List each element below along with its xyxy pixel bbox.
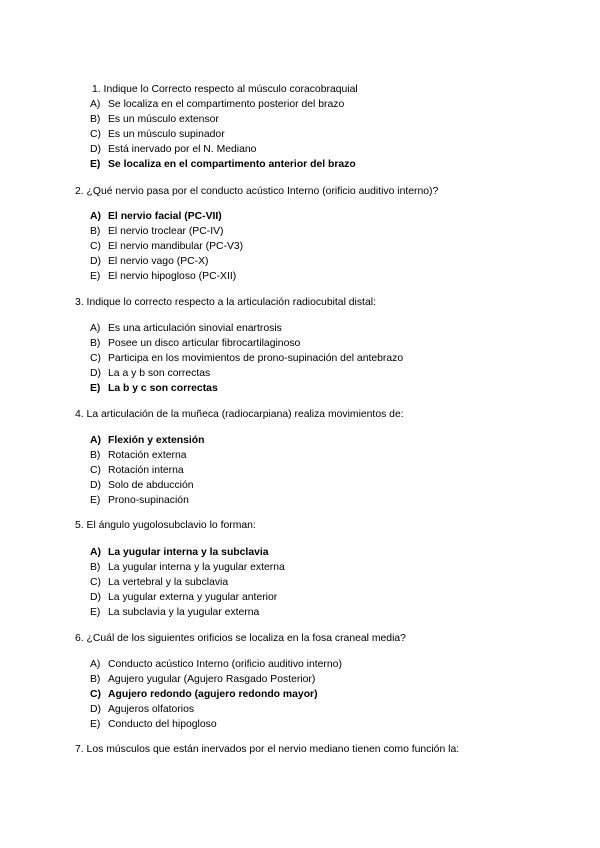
option-e xyxy=(90,718,217,732)
option-c xyxy=(90,464,184,478)
option-a xyxy=(90,546,269,560)
option-text: El nervio facial (PC-VII) xyxy=(108,211,222,222)
option-letter: B) xyxy=(90,114,101,125)
option-text: El nervio hipogloso (PC-XII) xyxy=(108,271,237,282)
question-title: 1. Indique lo Correcto respecto al músculo coracobraquial xyxy=(92,84,358,95)
option-letter: B) xyxy=(90,338,101,349)
option-b xyxy=(90,337,300,351)
option-text: El nervio mandibular (PC-V3) xyxy=(108,241,244,252)
option-e xyxy=(90,270,236,284)
question-title: 3. Indique lo correcto respecto a la articulación radiocubital distal: xyxy=(75,297,376,308)
option-letter: D) xyxy=(90,144,101,155)
option-text: Es una articulación sinovial enartrosis xyxy=(108,323,282,334)
option-letter: A) xyxy=(90,99,101,110)
option-letter: E) xyxy=(90,271,101,282)
option-letter: C) xyxy=(90,353,101,364)
option-letter: D) xyxy=(90,368,101,379)
option-text: Agujero redondo (agujero redondo mayor) xyxy=(108,689,318,700)
option-d xyxy=(90,143,256,157)
option-text: Prono-supinación xyxy=(108,495,189,506)
option-b xyxy=(90,225,223,239)
option-letter: C) xyxy=(90,577,101,588)
option-letter: E) xyxy=(90,383,101,394)
option-letter: D) xyxy=(90,480,101,491)
option-text: Es un músculo extensor xyxy=(108,114,219,125)
question-title: 7. Los músculos que están inervados por el nervio mediano tienen como función la: xyxy=(75,744,460,755)
option-letter: A) xyxy=(90,211,101,222)
option-b xyxy=(90,449,187,463)
question-title: 6. ¿Cuál de los siguientes orificios se localiza en la fosa craneal media? xyxy=(75,633,406,644)
option-d xyxy=(90,479,194,493)
option-a xyxy=(90,98,344,112)
option-text: Participa en los movimientos de prono-supinación del antebrazo xyxy=(108,353,404,364)
option-text: Se localiza en el compartimento posterior del brazo xyxy=(108,99,345,110)
option-letter: E) xyxy=(90,607,101,618)
option-d xyxy=(90,367,210,381)
option-b xyxy=(90,673,315,687)
option-text: El nervio vago (PC-X) xyxy=(108,256,209,267)
option-letter: E) xyxy=(90,719,101,730)
option-letter: C) xyxy=(90,689,101,700)
option-text: Conducto del hipogloso xyxy=(108,719,217,730)
option-c xyxy=(90,688,318,702)
option-a xyxy=(90,210,222,224)
option-text: Se localiza en el compartimento anterior del brazo xyxy=(108,159,356,170)
option-text: Flexión y extensión xyxy=(108,435,205,446)
option-c xyxy=(90,576,228,590)
option-d xyxy=(90,591,277,605)
option-letter: A) xyxy=(90,435,101,446)
option-letter: A) xyxy=(90,323,101,334)
option-letter: D) xyxy=(90,704,101,715)
option-e xyxy=(90,158,356,172)
option-letter: E) xyxy=(90,159,101,170)
option-text: Conducto acústico Interno (orificio auditivo interno) xyxy=(108,659,342,670)
option-c xyxy=(90,128,225,142)
option-text: La vertebral y la subclavia xyxy=(108,577,229,588)
option-text: Rotación interna xyxy=(108,465,184,476)
option-a xyxy=(90,434,204,448)
option-letter: A) xyxy=(90,547,101,558)
question-title: 2. ¿Qué nervio pasa por el conducto acústico Interno (orificio auditivo interno)? xyxy=(75,186,439,197)
option-text: El nervio troclear (PC-IV) xyxy=(108,226,224,237)
option-text: Agujero yugular (Agujero Rasgado Posterior) xyxy=(108,674,316,685)
question-title: 5. El ángulo yugolosubclavio lo forman: xyxy=(75,520,256,531)
option-letter: C) xyxy=(90,241,101,252)
option-letter: D) xyxy=(90,256,101,267)
option-d xyxy=(90,703,194,717)
option-b xyxy=(90,113,219,127)
option-text: Agujeros olfatorios xyxy=(108,704,195,715)
option-text: La yugular interna y la subclavia xyxy=(108,547,269,558)
option-text: La yugular externa y yugular anterior xyxy=(108,592,278,603)
option-letter: B) xyxy=(90,562,101,573)
option-b xyxy=(90,561,285,575)
option-letter: D) xyxy=(90,592,101,603)
option-text: Está inervado por el N. Mediano xyxy=(108,144,257,155)
option-c xyxy=(90,240,243,254)
option-letter: C) xyxy=(90,465,101,476)
option-text: Solo de abducción xyxy=(108,480,194,491)
option-e xyxy=(90,382,218,396)
option-text: La subclavia y la yugular externa xyxy=(108,607,260,618)
option-e xyxy=(90,494,189,508)
option-letter: B) xyxy=(90,674,101,685)
option-text: Es un músculo supinador xyxy=(108,129,225,140)
option-letter: A) xyxy=(90,659,101,670)
option-letter: B) xyxy=(90,450,101,461)
option-text: La a y b son correctas xyxy=(108,368,211,379)
option-a xyxy=(90,322,282,336)
option-text: La yugular interna y la yugular externa xyxy=(108,562,285,573)
option-a xyxy=(90,658,342,672)
option-d xyxy=(90,255,208,269)
option-text: Rotación externa xyxy=(108,450,187,461)
option-letter: C) xyxy=(90,129,101,140)
option-letter: E) xyxy=(90,495,101,506)
question-title: 4. La articulación de la muñeca (radiocarpiana) realiza movimientos de: xyxy=(75,409,404,420)
option-e xyxy=(90,606,259,620)
option-text: Posee un disco articular fibrocartilaginoso xyxy=(108,338,301,349)
option-c xyxy=(90,352,403,366)
option-letter: B) xyxy=(90,226,101,237)
option-text: La b y c son correctas xyxy=(108,383,218,394)
